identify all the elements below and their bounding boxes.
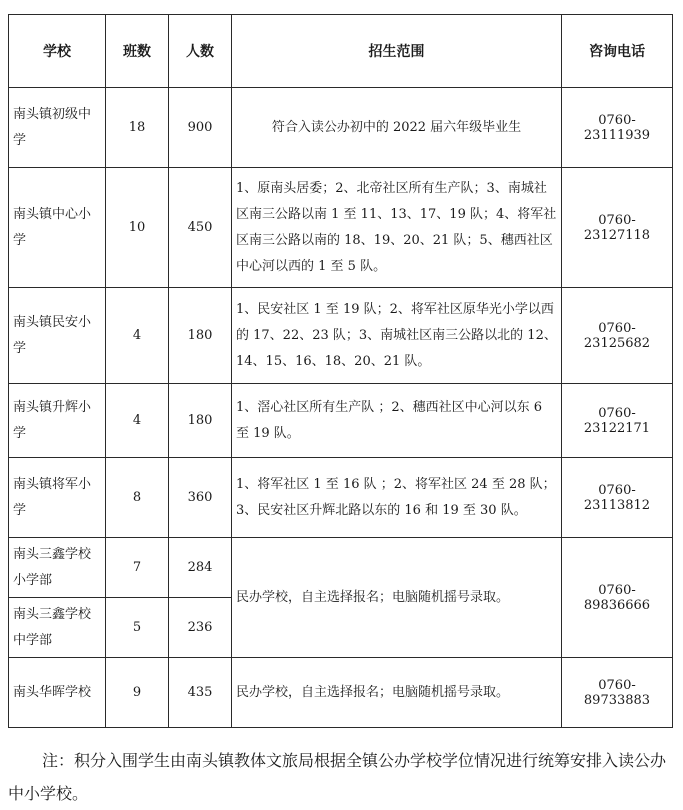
school-name: 南头华晖学校 [9,658,106,728]
contact-phone: 0760-23122171 [562,384,673,458]
student-count: 360 [169,458,232,538]
class-count: 4 [106,384,169,458]
enrollment-scope: 民办学校，自主选择报名；电脑随机摇号录取。 [232,658,562,728]
contact-phone: 0760-23113812 [562,458,673,538]
student-count: 180 [169,384,232,458]
table-row [9,458,673,538]
student-count: 236 [169,598,232,658]
student-count: 450 [169,168,232,288]
header-school: 学校 [9,15,106,88]
enrollment-scope: 民办学校，自主选择报名；电脑随机摇号录取。 [232,538,562,658]
header-scope: 招生范围 [232,15,562,88]
enrollment-scope: 1、原南头居委；2、北帝社区所有生产队；3、南城社区南三公路以南 1 至 11、13、17、19 队；4、将军社区南三公路以南的 18、19、20、21 队；5、穗西社区中心河以西的 1 至 5 队。 [232,168,562,288]
school-name: 南头镇升辉小学 [9,384,106,458]
enrollment-scope: 符合入读公办初中的 2022 届六年级毕业生 [232,88,562,168]
student-count: 435 [169,658,232,728]
school-name: 南头镇初级中学 [9,88,106,168]
class-count: 8 [106,458,169,538]
table-row [9,288,673,384]
class-count: 7 [106,538,169,598]
school-name: 南头三鑫学校中学部 [9,598,106,658]
class-count: 4 [106,288,169,384]
student-count: 900 [169,88,232,168]
table-row [9,168,673,288]
contact-phone: 0760-23127118 [562,168,673,288]
table-row [9,658,673,728]
header-phone: 咨询电话 [562,15,673,88]
class-count: 10 [106,168,169,288]
table-row [9,384,673,458]
header-classes: 班数 [106,15,169,88]
student-count: 180 [169,288,232,384]
footnote: 注：积分入围学生由南头镇教体文旅局根据全镇公办学校学位情况进行统筹安排入读公办中小学校。 [8,751,667,803]
school-name: 南头镇中心小学 [9,168,106,288]
enrollment-table [8,14,673,728]
table-row [9,88,673,168]
class-count: 18 [106,88,169,168]
contact-phone: 0760-89836666 [562,538,673,658]
school-name: 南头镇民安小学 [9,288,106,384]
table-header-row [9,15,673,88]
enrollment-scope: 1、民安社区 1 至 19 队；2、将军社区原华光小学以西的 17、22、23 队；3、南城社区南三公路以北的 12、14、15、16、18、20、21 队。 [232,288,562,384]
contact-phone: 0760-89733883 [562,658,673,728]
class-count: 5 [106,598,169,658]
class-count: 9 [106,658,169,728]
table-row [9,538,673,598]
school-name: 南头镇将军小学 [9,458,106,538]
enrollment-scope: 1、将军社区 1 至 16 队 ；2、将军社区 24 至 28 队；3、民安社区升辉北路以东的 16 和 19 至 30 队。 [232,458,562,538]
contact-phone: 0760-23125682 [562,288,673,384]
school-name: 南头三鑫学校小学部 [9,538,106,598]
contact-phone: 0760-23111939 [562,88,673,168]
header-students: 人数 [169,15,232,88]
student-count: 284 [169,538,232,598]
enrollment-scope: 1、滘心社区所有生产队 ；2、穗西社区中心河以东 6 至 19 队。 [232,384,562,458]
